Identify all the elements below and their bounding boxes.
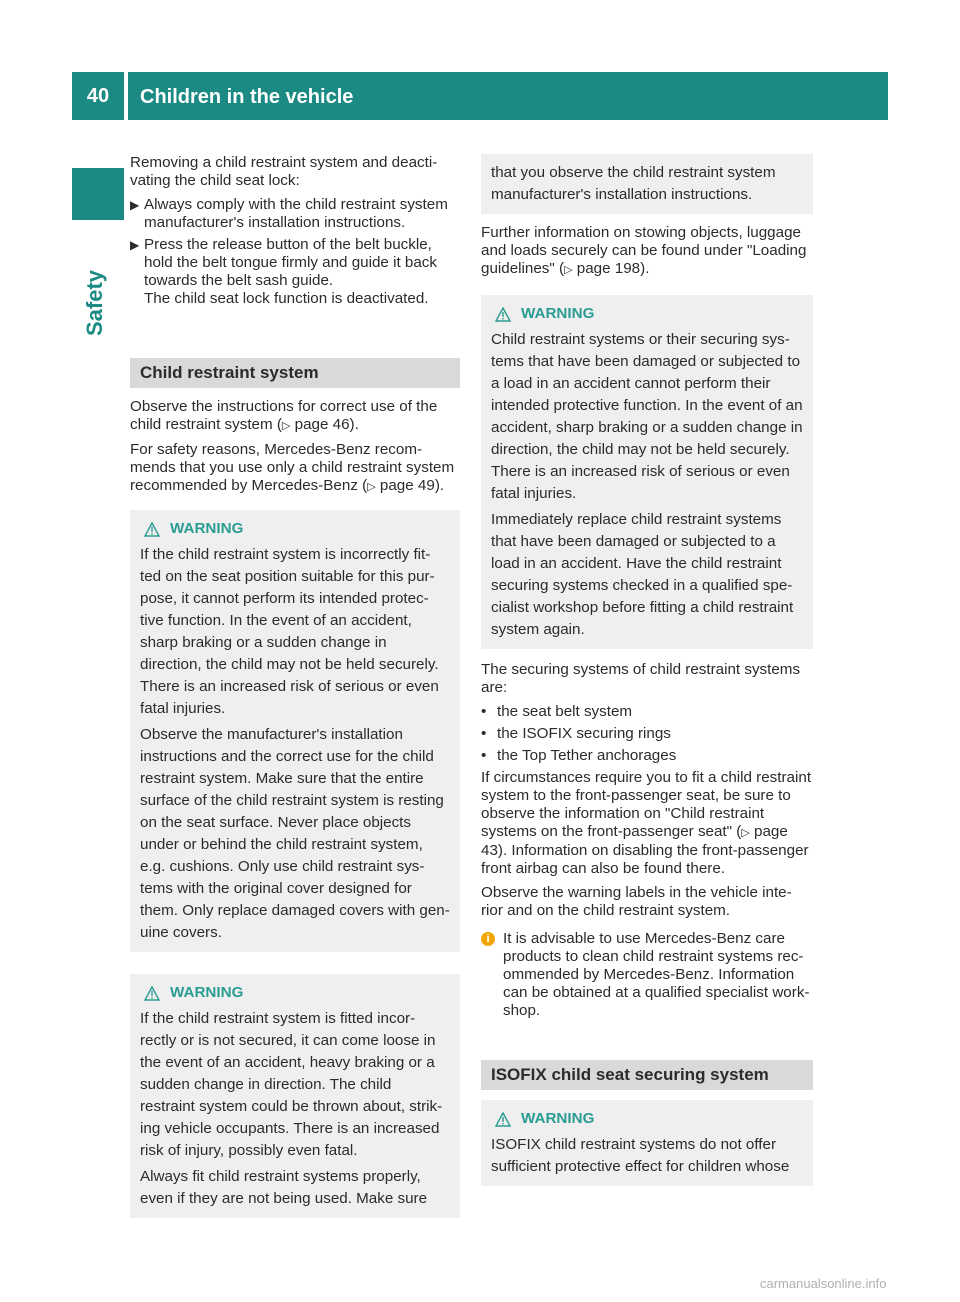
warning-heading: WARNING — [140, 518, 450, 540]
page-link[interactable]: page 49 — [379, 477, 435, 494]
bullet-icon: • — [481, 703, 487, 720]
warning-text: Always fit child restraint systems properly, even if they are not being used. Make sure — [140, 1168, 428, 1207]
step — [130, 196, 460, 232]
paragraph: The securing systems of child restraint systems are: — [481, 661, 801, 696]
warning-text: Immediately replace child restraint systems that have been damaged or subjected to a load in an accident. Have the child restraint securing systems checked in a qualified spe- cialist workshop before fitting a child restraint system again. — [491, 511, 794, 638]
list-item: • the Top Tether anchorages — [481, 747, 677, 764]
warning-text: Observe the manufacturer's installation instructions and the correct use for the child restraint system. Make sure that the entire surface of the child restraint system is resting on the seat surface. Never place objects under or behind the child restraint system, e.g. cushions. Only use child restraint sys- tems with the original cover designed for them. Only replace damaged covers with gen- uine covers. — [140, 726, 450, 941]
bullet-icon: • — [481, 725, 487, 742]
watermark: carmanualsonline.info — [760, 1276, 887, 1291]
warning-triangle-icon — [144, 986, 160, 1001]
page-link[interactable]: page 46 — [294, 416, 350, 433]
section-heading: Child restraint system — [130, 358, 460, 388]
paragraph: If circumstances require you to fit a child restraint system to the front-passenger seat, be sure to observe the information on "Child restraint systems on the front-passenger seat" (▷ page 43). Information on disabling the front-passenger front airbag can also be found there. — [481, 769, 812, 877]
step-result: The child seat lock function is deactivated. — [144, 290, 429, 307]
warning-heading: WARNING — [491, 1108, 803, 1130]
info-icon: i — [481, 932, 495, 946]
paragraph: For safety reasons, Mercedes-Benz recom- mends that you use only a child restraint system recommended by Mercedes-Benz (▷ page 49). — [130, 441, 455, 494]
intro-text: Removing a child restraint system and deacti- vating the child seat lock: — [130, 154, 438, 189]
warning-heading: WARNING — [491, 303, 803, 325]
warning-text: Child restraint systems or their securing sys- tems that have been damaged or subjected to a load in an accident cannot perform their intended protective function. In the event of an accident, sharp braking or a sudden change in direction, the child may not be held securely. There is an increased risk of serious or even fatal injuries. — [491, 331, 803, 502]
warning-heading: WARNING — [140, 982, 450, 1004]
page-ref-icon: ▷ — [367, 481, 376, 493]
header-bar — [128, 72, 888, 120]
paragraph: Further information on stowing objects, luggage and loads securely can be found under "Loading guidelines" (▷ page 198). — [481, 224, 807, 277]
bullet-icon: • — [481, 747, 487, 764]
paragraph: Observe the warning labels in the vehicle inte- rior and on the child restraint system. — [481, 884, 792, 919]
page-ref-icon: ▷ — [564, 264, 573, 276]
warning-text: If the child restraint system is incorrectly fit- ted on the seat position suitable for this pur- pose, it cannot perform its intended protec- tive function. In the event of an accident, sharp braking or a sudden change in direction, the child may not be held securely. There is an increased risk of serious or even fatal injuries. — [140, 546, 439, 717]
chapter-title: Children in the vehicle — [140, 86, 354, 108]
side-tab — [72, 168, 124, 220]
info-note: i It is advisable to use Mercedes-Benz care products to clean child restraint systems rec- ommended by Mercedes-Benz. Information can be obtained at a qualified specialist work- shop. — [481, 930, 813, 1020]
section-label: Safety — [82, 269, 107, 336]
warning-text: ISOFIX child restraint systems do not offer sufficient protective effect for children whose — [491, 1136, 790, 1175]
right-column — [481, 154, 813, 1198]
warning-text: that you observe the child restraint system manufacturer's installation instructions. — [491, 164, 776, 203]
warning-box — [481, 295, 813, 649]
warning-text: If the child restraint system is fitted incor- rectly or is not secured, it can come loose in the event of an accident, heavy braking or a sudden change in direction. The child restraint system could be thrown about, strik- ing vehicle occupants. There is an increased risk of injury, possibly even fatal. — [140, 1010, 443, 1159]
warning-box-continued — [481, 154, 813, 214]
page-ref-icon: ▷ — [741, 827, 750, 839]
page-number: 40 — [72, 72, 124, 120]
arrow-icon: ▶ — [130, 238, 140, 252]
arrow-icon: ▶ — [130, 198, 140, 212]
list-item: • the seat belt system — [481, 703, 633, 720]
paragraph: Observe the instructions for correct use of the child restraint system (▷ page 46). — [130, 398, 438, 433]
step-text: Press the release button of the belt buckle, hold the belt tongue firmly and guide it back towards the belt sash guide. — [144, 236, 437, 289]
warning-box — [130, 974, 460, 1218]
section-heading: ISOFIX child seat securing system — [481, 1060, 813, 1090]
page-ref-icon: ▷ — [281, 420, 291, 432]
warning-box — [130, 510, 460, 952]
step-text: Always comply with the child restraint system manufacturer's installation instructions. — [144, 196, 448, 231]
page-link[interactable]: page 198 — [576, 260, 641, 277]
left-column — [130, 154, 460, 1230]
warning-box — [481, 1100, 813, 1186]
list-item: • the ISOFIX securing rings — [481, 725, 671, 742]
warning-triangle-icon — [144, 522, 160, 537]
step — [130, 236, 460, 290]
page-link[interactable]: page 43 — [481, 823, 788, 859]
warning-triangle-icon — [495, 307, 511, 322]
warning-triangle-icon — [495, 1112, 511, 1127]
